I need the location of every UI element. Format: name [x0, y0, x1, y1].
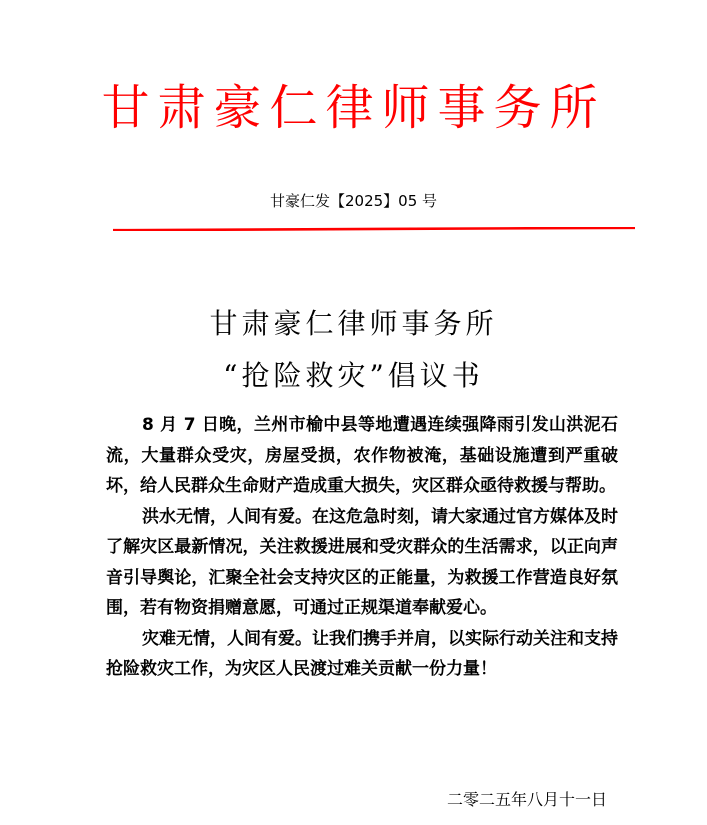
document-number: 甘豪仁发【2025】05 号 — [269, 192, 438, 210]
letterhead-red-rule — [113, 227, 635, 231]
document-body — [106, 410, 618, 685]
letterhead-org-name: 甘肃豪仁律师事务所 — [101, 80, 606, 136]
document-date: 二零二五年八月十一日 — [446, 790, 607, 809]
body-paragraph-2: 洪水无情，人间有爱。在这危急时刻，请大家通过官方媒体及时了解灾区最新情况，关注救援进展和受灾群众的生活需求，以正向声音引导舆论，汇聚全社会支持灾区的正能量，为救援工作营造良好氛围，若有物资捐赠意愿，可通过正规渠道奉献爱心。 — [106, 506, 618, 618]
body-paragraph-3: 灾难无情，人间有爱。让我们携手并肩，以实际行动关注和支持抢险救灾工作，为灾区人民渡过难关贡献一份力量！ — [106, 628, 618, 679]
document-title-proposal: “抢险救灾”倡议书 — [223, 359, 484, 392]
body-paragraph-1: 8 月 7 日晚，兰州市榆中县等地遭遇连续强降雨引发山洪泥石流，大量群众受灾，房屋受损，农作物被淹，基础设施遭到严重破坏，给人民群众生命财产造成重大损失，灾区群众亟待救援与帮助。 — [106, 415, 618, 496]
document-title-org: 甘肃豪仁律师事务所 — [209, 307, 498, 340]
